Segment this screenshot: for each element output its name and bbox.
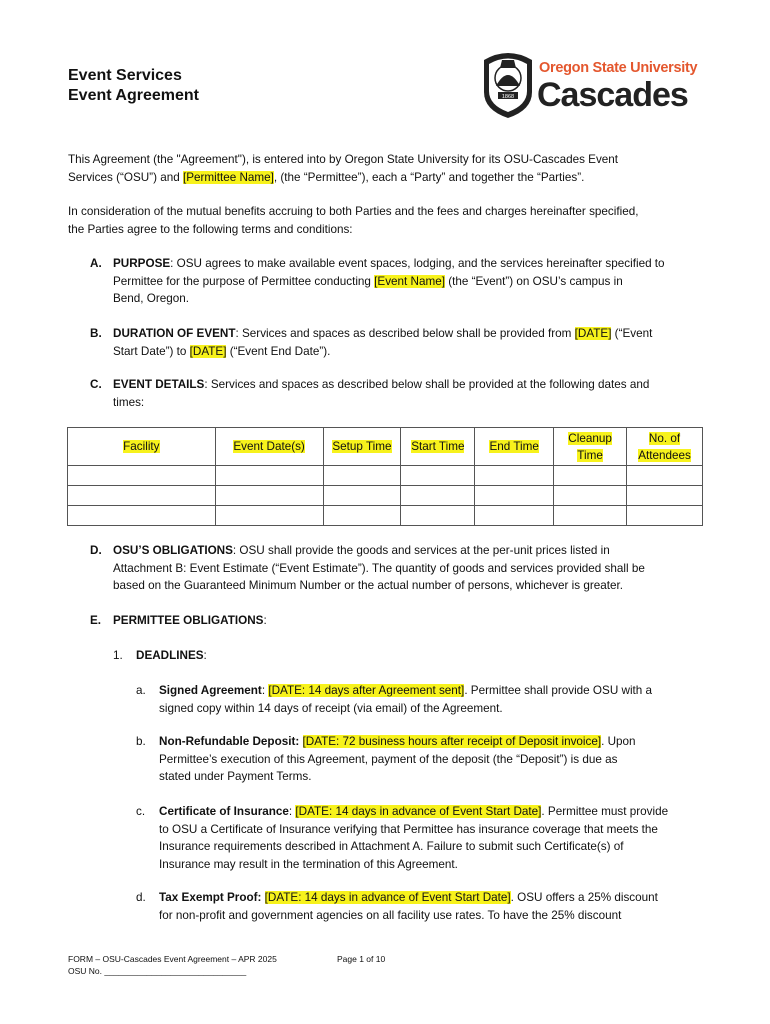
deposit-date-placeholder: [DATE: 72 business hours after receipt of Deposit invoice] xyxy=(302,735,602,748)
section-text: signed copy within 14 days of receipt (via email) of the Agreement. xyxy=(159,701,503,715)
footer-left xyxy=(68,953,277,977)
section-text: : Services and spaces as described below shall be provided from xyxy=(235,327,575,340)
section-text: to OSU a Certificate of Insurance verifying that Permittee has insurance coverage that meets the xyxy=(159,822,658,836)
header-attendees xyxy=(627,428,703,466)
table-cell[interactable] xyxy=(627,506,703,526)
title-line-1: Event Services xyxy=(68,67,182,84)
header-facility xyxy=(68,428,216,466)
table-cell[interactable] xyxy=(68,486,216,506)
section-b-heading: DURATION OF EVENT xyxy=(113,327,236,340)
section-text: . Permittee must provide xyxy=(541,805,669,818)
table-cell[interactable] xyxy=(401,466,475,486)
section-text: for non-profit and government agencies on all facility use rates. To have the 25% discount xyxy=(159,908,622,922)
intro-paragraph-1 xyxy=(68,151,718,186)
section-text: : OSU shall provide the goods and services at the per-unit prices listed in xyxy=(232,544,610,557)
section-text: : Services and spaces as described below shall be provided at the following dates and xyxy=(204,378,650,391)
event-name-placeholder: [Event Name] xyxy=(374,274,445,288)
table-cell[interactable] xyxy=(215,506,323,526)
osu-seal-logo xyxy=(480,46,536,120)
table-cell[interactable] xyxy=(401,486,475,506)
header-label: Event Date(s) xyxy=(233,440,305,453)
table-cell[interactable] xyxy=(627,466,703,486)
permittee-name-placeholder: [Permittee Name] xyxy=(182,170,274,184)
item-a-letter: a. xyxy=(136,684,146,697)
item-c-insurance xyxy=(159,803,719,873)
section-c-details xyxy=(113,376,723,411)
section-text: Bend, Oregon. xyxy=(113,292,190,305)
item-d-letter: d. xyxy=(136,891,146,904)
intro-line: In consideration of the mutual benefits accruing to both Parties and the fees and charges hereinafter specified, xyxy=(68,205,639,218)
deadlines-heading-line xyxy=(136,647,207,665)
table-row xyxy=(68,466,703,486)
section-c-heading: EVENT DETAILS xyxy=(113,378,205,391)
section-a-letter: A. xyxy=(90,257,102,270)
section-d-letter: D. xyxy=(90,544,102,557)
logo-campus-name: Cascades xyxy=(537,76,688,114)
tax-exempt-date-placeholder: [DATE: 14 days in advance of Event Start Date] xyxy=(264,891,511,904)
section-text: (the “Event”) on OSU’s campus in xyxy=(444,274,623,288)
table-cell[interactable] xyxy=(475,506,554,526)
section-text: . Upon xyxy=(601,735,636,748)
section-e-letter: E. xyxy=(90,614,102,627)
logo-university-name: Oregon State University xyxy=(539,60,698,76)
section-c-letter: C. xyxy=(90,378,102,391)
table-cell[interactable] xyxy=(627,486,703,506)
header-label: Start Time xyxy=(411,440,465,453)
intro-text: , (the “Permittee”), each a “Party” and together the “Parties”. xyxy=(273,170,585,184)
section-e-heading-line xyxy=(113,612,267,630)
item-c-heading: Certificate of Insurance xyxy=(159,805,289,818)
header-setup-time xyxy=(323,428,401,466)
intro-paragraph-2 xyxy=(68,203,728,238)
section-a-heading: PURPOSE xyxy=(113,257,171,270)
section-text: based on the Guaranteed Minimum Number or the actual number of persons, whichever is greater. xyxy=(113,579,623,592)
header-end-time xyxy=(475,428,554,466)
section-text: times: xyxy=(113,395,145,409)
section-text: : xyxy=(263,614,267,627)
header-label: Facility xyxy=(123,440,160,453)
section-a-purpose xyxy=(113,255,723,308)
section-text: . OSU offers a 25% discount xyxy=(510,891,658,904)
header-event-dates xyxy=(215,428,323,466)
table-cell[interactable] xyxy=(323,466,401,486)
table-cell[interactable] xyxy=(323,506,401,526)
table-cell[interactable] xyxy=(554,466,627,486)
item-a-heading: Signed Agreement xyxy=(159,684,262,697)
footer-form-id: FORM – OSU-Cascades Event Agreement – APR 2025 xyxy=(68,954,277,964)
table-cell[interactable] xyxy=(554,486,627,506)
deadlines-heading: DEADLINES xyxy=(136,649,204,662)
section-text: Permittee for the purpose of Permittee conducting xyxy=(113,274,375,288)
header-label: Cleanup Time xyxy=(568,431,612,462)
table-header-row xyxy=(68,428,703,466)
subsection-1-number: 1. xyxy=(113,649,123,662)
section-text: : xyxy=(203,649,207,662)
table-row xyxy=(68,486,703,506)
section-b-duration xyxy=(113,325,723,360)
item-b-deposit xyxy=(159,733,719,786)
header-cleanup-time xyxy=(554,428,627,466)
insurance-date-placeholder: [DATE: 14 days in advance of Event Start Date] xyxy=(295,805,542,818)
item-c-letter: c. xyxy=(136,805,146,818)
section-text: stated under Payment Terms. xyxy=(159,770,312,783)
header-start-time xyxy=(401,428,475,466)
section-text: (“Event End Date”). xyxy=(226,344,331,358)
header-label: No. of Attendees xyxy=(638,431,691,462)
section-text: : OSU agrees to make available event spaces, lodging, and the services hereinafter specified to xyxy=(170,257,665,270)
section-text: : xyxy=(288,805,296,818)
table-cell[interactable] xyxy=(554,506,627,526)
page-number: Page 1 of 10 xyxy=(337,954,386,964)
section-b-letter: B. xyxy=(90,327,102,340)
seal-year: 1868 xyxy=(501,94,515,100)
section-e-heading: PERMITTEE OBLIGATIONS xyxy=(113,614,264,627)
item-b-heading: Non-Refundable Deposit: xyxy=(159,735,300,748)
item-b-letter: b. xyxy=(136,735,146,748)
header-label: Setup Time xyxy=(332,440,392,453)
intro-line: This Agreement (the "Agreement"), is entered into by Oregon State University for its OSU-Cascades Event xyxy=(68,153,619,166)
table-row xyxy=(68,506,703,526)
item-d-tax-exempt xyxy=(159,889,719,924)
intro-text: Services (“OSU”) and xyxy=(68,170,183,184)
signed-agreement-date-placeholder: [DATE: 14 days after Agreement sent] xyxy=(268,684,465,697)
section-text: . Permittee shall provide OSU with a xyxy=(464,684,653,697)
table-cell[interactable] xyxy=(475,466,554,486)
end-date-placeholder: [DATE] xyxy=(189,344,227,358)
document-title xyxy=(68,66,199,106)
table-cell[interactable] xyxy=(475,486,554,506)
section-text: Attachment B: Event Estimate (“Event Estimate”). The quantity of goods and services provided shall be xyxy=(113,561,645,575)
event-details-table xyxy=(67,427,703,526)
item-a-signed-agreement xyxy=(159,682,719,717)
start-date-placeholder: [DATE] xyxy=(574,327,612,340)
section-text: (“Event xyxy=(611,327,653,340)
header-label: End Time xyxy=(489,440,539,453)
intro-line: the Parties agree to the following terms and conditions: xyxy=(68,222,353,236)
footer-osu-number: OSU No. ______________________________ xyxy=(68,966,247,976)
table-cell[interactable] xyxy=(401,506,475,526)
table-cell[interactable] xyxy=(68,466,216,486)
section-text: Permittee’s execution of this Agreement, payment of the deposit (the “Deposit”) is due as xyxy=(159,752,618,766)
table-cell[interactable] xyxy=(323,486,401,506)
section-d-obligations xyxy=(113,542,723,595)
section-text: Insurance requirements described in Attachment A. Failure to submit such Certificate(s) of xyxy=(159,840,624,853)
section-d-heading: OSU’S OBLIGATIONS xyxy=(113,544,233,557)
title-line-2: Event Agreement xyxy=(68,87,199,104)
section-text: : xyxy=(261,684,269,697)
section-text: Start Date”) to xyxy=(113,344,190,358)
table-cell[interactable] xyxy=(215,486,323,506)
table-cell[interactable] xyxy=(215,466,323,486)
section-text: Insurance may result in the termination of this Agreement. xyxy=(159,857,458,871)
table-cell[interactable] xyxy=(68,506,216,526)
item-d-heading: Tax Exempt Proof: xyxy=(159,891,262,904)
